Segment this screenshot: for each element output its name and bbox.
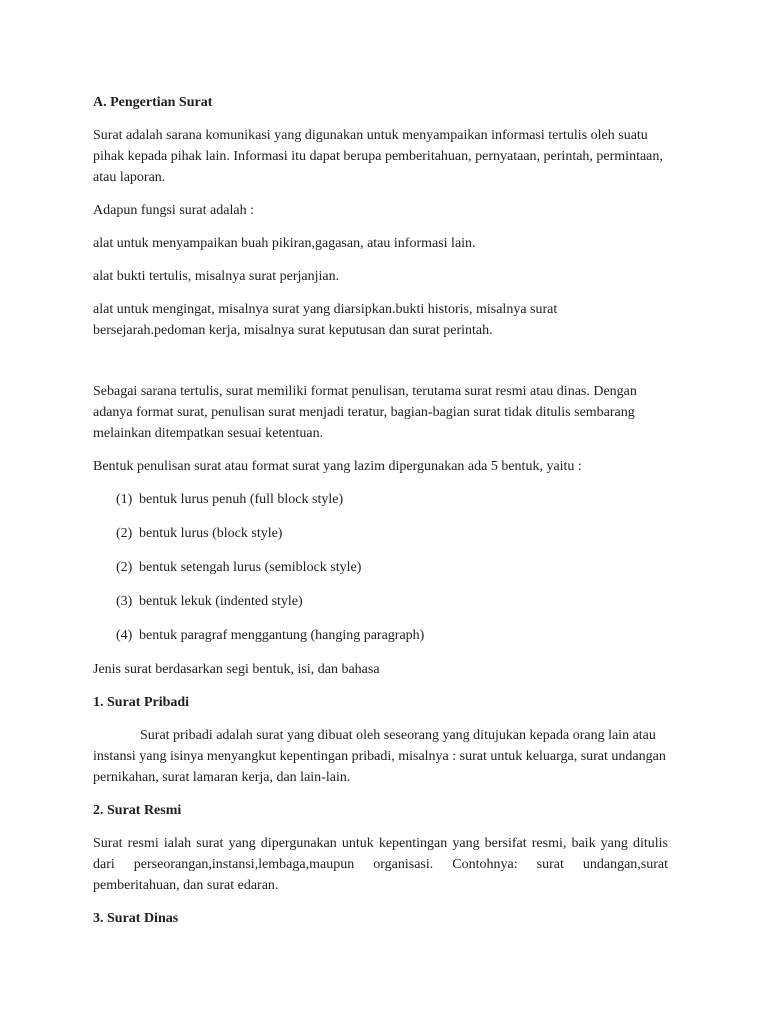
section-heading-dinas: 3. Surat Dinas — [93, 911, 179, 926]
fungsi-item: alat untuk menyampaikan buah pikiran,gagasan, atau informasi lain. — [93, 236, 476, 251]
list-item — [93, 625, 668, 646]
list-text: bentuk setengah lurus (semiblock style) — [139, 560, 362, 575]
list-item — [93, 591, 668, 612]
paragraph-fungsi-intro: Adapun fungsi surat adalah : — [93, 203, 254, 218]
list-number: (2) — [116, 526, 133, 541]
list-number: (2) — [116, 560, 133, 575]
fungsi-item: alat bukti tertulis, misalnya surat perjanjian. — [93, 269, 340, 284]
section-heading-resmi: 2. Surat Resmi — [93, 803, 182, 818]
list-item — [93, 489, 668, 510]
list-number: (3) — [116, 594, 133, 609]
bentuk-list — [93, 489, 668, 646]
list-text: bentuk lurus (block style) — [139, 526, 283, 541]
list-item — [93, 523, 668, 544]
list-number: (1) — [116, 492, 133, 507]
list-number: (4) — [116, 628, 133, 643]
fungsi-item: alat untuk mengingat, misalnya surat yang diarsipkan.bukti historis, misalnya surat bersejarah.pedoman kerja, misalnya surat keputusan dan surat perintah. — [93, 302, 558, 338]
paragraph-pribadi: Surat pribadi adalah surat yang dibuat oleh seseorang yang ditujukan kepada orang lain atau instansi yang isinya menyangkut kepentingan pribadi, misalnya : surat untuk keluarga, surat undangan pernikahan, surat lamaran kerja, dan lain-lain. — [93, 728, 666, 785]
paragraph-pengertian: Surat adalah sarana komunikasi yang digunakan untuk menyampaikan informasi tertulis oleh suatu pihak kepada pihak lain. Informasi itu dapat berupa pemberitahuan, pernyataan, perintah, permintaan, atau laporan. — [93, 128, 663, 185]
list-text: bentuk paragraf menggantung (hanging paragraph) — [139, 628, 425, 643]
paragraph-format: Sebagai sarana tertulis, surat memiliki format penulisan, terutama surat resmi atau dinas. Dengan adanya format surat, penulisan surat menjadi teratur, bagian-bagian surat tidak ditulis sembarang melainkan ditempatkan sesuai ketentuan. — [93, 384, 637, 441]
list-item — [93, 557, 668, 578]
paragraph-bentuk-intro: Bentuk penulisan surat atau format surat yang lazim dipergunakan ada 5 bentuk, yaitu : — [93, 459, 582, 474]
spacer — [93, 341, 668, 381]
section-heading-pengertian: A. Pengertian Surat — [93, 95, 213, 110]
paragraph-resmi: Surat resmi ialah surat yang dipergunakan untuk kepentingan yang bersifat resmi, baik yang ditulis dari perseorangan,instansi,lembaga,maupun organisasi. Contohnya: surat undangan,surat pemberitahuan, dan surat edaran. — [93, 836, 668, 893]
section-heading-pribadi: 1. Surat Pribadi — [93, 695, 190, 710]
list-text: bentuk lurus penuh (full block style) — [139, 492, 344, 507]
paragraph-jenis-intro: Jenis surat berdasarkan segi bentuk, isi, dan bahasa — [93, 662, 380, 677]
list-text: bentuk lekuk (indented style) — [139, 594, 303, 609]
